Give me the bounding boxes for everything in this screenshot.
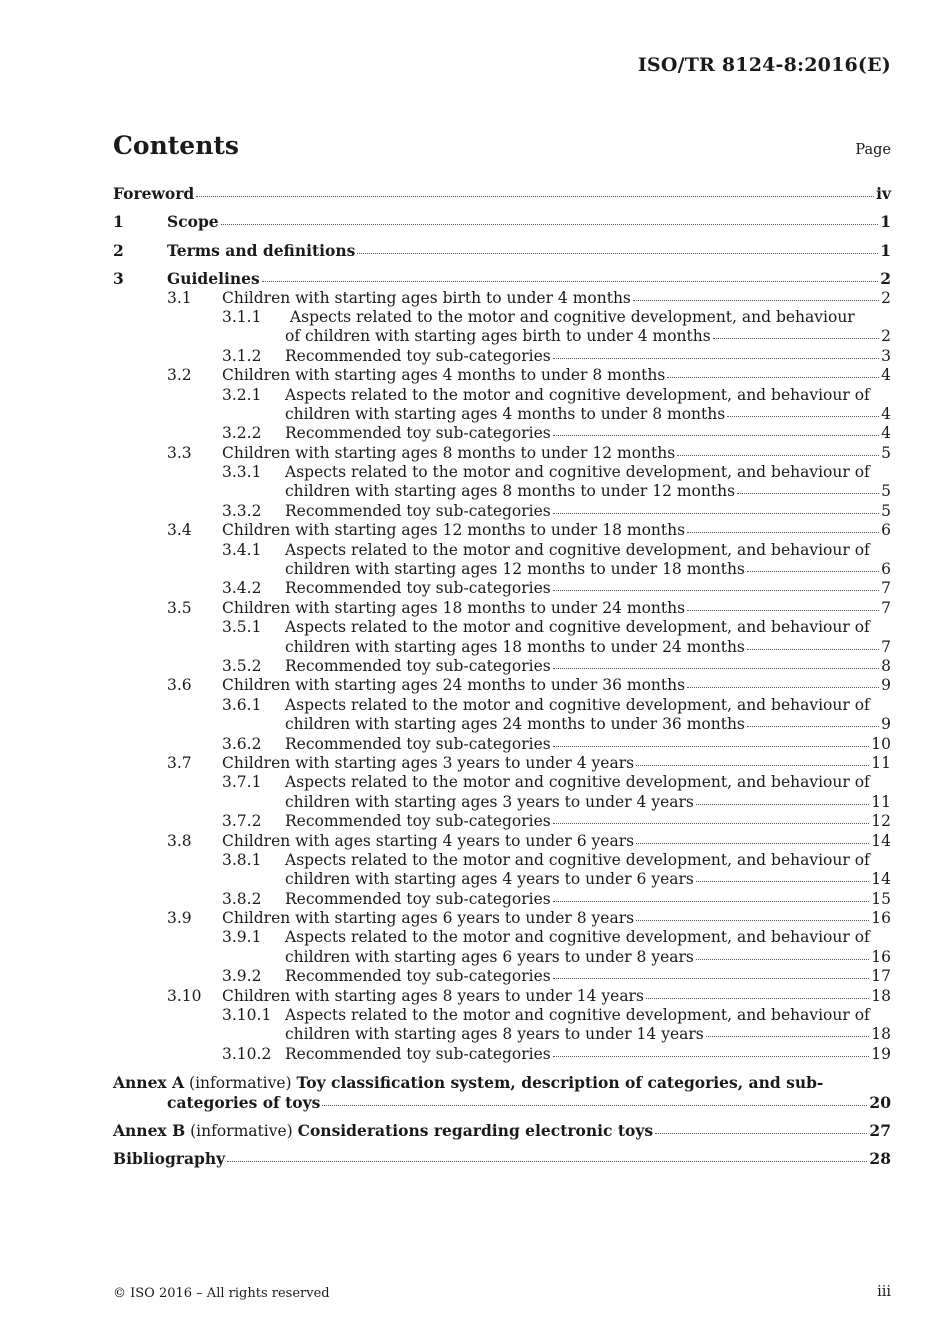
annex-title-line2: categories of toys [167,1092,321,1112]
document-id: ISO/TR 8124-8:2016(E) [637,54,891,76]
toc-title-line1: Aspects related to the motor and cognitive development, and behaviour of [285,695,870,714]
leader-dots [553,1055,870,1057]
toc-page: 14 [871,831,891,850]
toc-title: Children with starting ages 4 months to under 8 months [222,366,666,385]
toc-title-line2: children with starting ages 4 months to under 8 months [285,404,726,423]
toc-number: 3.2 [167,366,192,385]
leader-dots [636,764,869,766]
toc-title: Recommended toy sub-categories [285,346,551,365]
toc-entry-3-9[interactable] [113,909,891,928]
leader-dots [553,667,879,669]
toc-page: 3 [881,346,891,365]
toc-number: 3.4 [167,521,192,540]
toc-title-line2: children with starting ages 18 months to under 24 months [285,637,745,656]
toc-page: 7 [881,579,891,598]
toc-title: Children with starting ages 3 years to under 4 years [222,753,635,772]
toc-page: 20 [869,1092,891,1112]
toc-entry-3-5-2[interactable] [113,657,891,676]
leader-dots [747,648,879,650]
toc-page: 16 [871,909,891,928]
toc-page: 9 [881,715,891,734]
toc-entry-1[interactable] [113,212,891,231]
toc-title: Children with starting ages 24 months to under 36 months [222,676,686,695]
toc-entry-foreword[interactable] [113,184,891,203]
toc-entry-3-2-1[interactable] [113,386,891,425]
toc-title: Terms and definitions [167,240,356,260]
toc-title-line1: Aspects related to the motor and cognitive development, and behaviour [285,307,855,326]
toc-title-line2: children with starting ages 6 years to under 8 years [285,947,694,966]
toc-entry-3-10-2[interactable] [113,1045,891,1064]
toc-page: 4 [881,424,891,443]
leader-dots [727,415,879,417]
toc-number: 3.2.1 [222,385,262,404]
toc-page: 14 [871,870,891,889]
toc-entry-3-5[interactable] [113,599,891,618]
toc-page: 6 [881,560,891,579]
toc-number: 3.4.1 [222,540,262,559]
toc-entry-annex-b[interactable] [113,1121,891,1140]
toc-title-line2: children with starting ages 8 months to under 12 months [285,482,736,501]
toc-page: 5 [881,482,891,501]
toc-page: 2 [881,288,891,307]
toc-title: Foreword [113,184,195,203]
toc-page: 16 [871,947,891,966]
toc-title-line2: children with starting ages 12 months to under 18 months [285,560,745,579]
annex-title: Considerations regarding electronic toys [297,1120,654,1140]
toc-title: Recommended toy sub-categories [285,967,551,986]
toc-page: 12 [871,812,891,831]
annex-label: Annex A [113,1073,185,1093]
leader-dots [322,1104,867,1106]
toc-title-line2: children with starting ages 8 years to under 14 years [285,1025,704,1044]
toc-title: Recommended toy sub-categories [285,889,551,908]
toc-entry-3-6-2[interactable] [113,735,891,754]
toc-title: Recommended toy sub-categories [285,501,551,520]
toc-page: 2 [881,327,891,346]
page-title: Contents [113,131,240,160]
toc-entry-3-3-2[interactable] [113,502,891,521]
annex-label: Annex B [113,1120,186,1140]
leader-dots [696,803,869,805]
toc-title: Children with ages starting 4 years to under 6 years [222,831,635,850]
toc-page: 17 [871,967,891,986]
toc-number: 3.2.2 [222,424,262,443]
toc-entry-3-4-1[interactable] [113,541,891,580]
toc-title: Children with starting ages 8 years to under 14 years [222,986,644,1005]
toc-page: 1 [880,212,891,232]
toc-number: 3.10.2 [222,1044,272,1063]
leader-dots [687,531,879,533]
toc-title-line2: children with starting ages 24 months to under 36 months [285,715,745,734]
toc-entry-3-9-1[interactable] [113,928,891,967]
toc-page: 5 [881,443,891,462]
toc-number: 3.1.1 [222,307,262,326]
leader-dots [655,1132,867,1134]
toc-page: 7 [881,598,891,617]
toc-entry-bibliography[interactable] [113,1149,891,1168]
toc-title: Children with starting ages 18 months to under 24 months [222,598,686,617]
toc-entry-3-1[interactable] [113,289,891,308]
page-column-label: Page [855,142,891,158]
leader-dots [196,195,874,197]
toc-entry-3-4[interactable] [113,521,891,540]
toc-title-line1: Aspects related to the motor and cognitive development, and behaviour of [285,463,870,482]
toc-title-line1: Aspects related to the motor and cognitive development, and behaviour of [285,618,870,637]
toc-number: 3.10 [167,986,202,1005]
toc-title: Recommended toy sub-categories [285,734,551,753]
toc-number: 3.6 [167,676,192,695]
toc-entry-annex-a[interactable] [113,1073,891,1112]
toc-page: 8 [881,656,891,675]
toc-title-line1: Aspects related to the motor and cognitive development, and behaviour of [285,385,870,404]
leader-dots [636,842,869,844]
leader-dots [713,337,879,339]
toc-entry-3-7-1[interactable] [113,773,891,812]
toc-number: 3.4.2 [222,579,262,598]
toc-page: 19 [871,1044,891,1063]
toc-title: Recommended toy sub-categories [285,1044,551,1063]
leader-dots [553,357,879,359]
toc-number: 1 [113,212,124,232]
leader-dots [706,1035,870,1037]
toc-number: 3 [113,269,124,289]
toc-entry-3-1-2[interactable] [113,347,891,366]
toc-entry-3-10-1[interactable] [113,1006,891,1045]
toc-entry-3-3-1[interactable] [113,463,891,502]
toc-number: 3.3.1 [222,463,262,482]
toc-title: Recommended toy sub-categories [285,579,551,598]
annex-type: (informative) [189,1074,292,1093]
toc-page: iv [876,184,891,203]
toc-page: 27 [869,1120,891,1140]
toc-page: 4 [881,366,891,385]
annex-type: (informative) [190,1121,293,1140]
annex-title-line1: Toy classification system, description of categories, and sub- [296,1073,824,1093]
toc-number: 2 [113,240,124,260]
toc-title-line1: Aspects related to the motor and cognitive development, and behaviour of [285,540,870,559]
footer-page-number: iii [877,1284,891,1300]
leader-dots [677,454,879,456]
toc-entry-3-2-2[interactable] [113,424,891,443]
table-of-contents [113,184,891,1169]
toc-page: 5 [881,501,891,520]
toc-page: 4 [881,404,891,423]
toc-entry-3-6[interactable] [113,676,891,695]
toc-page: 11 [871,753,891,772]
leader-dots [553,589,879,591]
footer-copyright: © ISO 2016 – All rights reserved [113,1286,330,1301]
toc-title-line1: Aspects related to the motor and cognitive development, and behaviour of [285,928,870,947]
leader-dots [667,376,879,378]
toc-number: 3.8.2 [222,889,262,908]
leader-dots [646,997,869,999]
leader-dots [696,958,869,960]
leader-dots [262,280,878,282]
toc-entry-3-9-2[interactable] [113,967,891,986]
toc-title: Children with starting ages 8 months to under 12 months [222,443,676,462]
toc-page: 9 [881,676,891,695]
leader-dots [687,609,879,611]
toc-entry-3-6-1[interactable] [113,696,891,735]
toc-entry-3-8-1[interactable] [113,851,891,890]
toc-entry-3-10[interactable] [113,987,891,1006]
toc-title: Recommended toy sub-categories [285,812,551,831]
toc-page: 10 [871,734,891,753]
leader-dots [553,434,879,436]
leader-dots [747,725,879,727]
toc-number: 3.3 [167,443,192,462]
leader-dots [636,919,869,921]
leader-dots [227,1160,867,1162]
toc-entry-3-2[interactable] [113,366,891,385]
toc-number: 3.5.1 [222,618,262,637]
toc-title-line2: children with starting ages 3 years to under 4 years [285,792,694,811]
toc-title: Recommended toy sub-categories [285,656,551,675]
leader-dots [633,299,879,301]
leader-dots [696,880,869,882]
leader-dots [553,977,870,979]
leader-dots [553,512,879,514]
toc-number: 3.1.2 [222,346,262,365]
toc-page: 2 [880,269,891,289]
leader-dots [357,252,878,254]
toc-number: 3.9.1 [222,928,262,947]
toc-entry-3-8[interactable] [113,832,891,851]
toc-page: 1 [880,240,891,260]
toc-page: 7 [881,637,891,656]
toc-number: 3.9.2 [222,967,262,986]
toc-number: 3.8.1 [222,850,262,869]
leader-dots [221,223,879,225]
toc-title-line1: Aspects related to the motor and cognitive development, and behaviour of [285,773,870,792]
leader-dots [553,822,870,824]
toc-number: 3.8 [167,831,192,850]
leader-dots [737,492,879,494]
toc-page: 18 [871,986,891,1005]
toc-title-line2: of children with starting ages birth to under 4 months [285,327,711,346]
toc-title-line2: children with starting ages 4 years to under 6 years [285,870,694,889]
toc-number: 3.6.1 [222,695,262,714]
toc-number: 3.5.2 [222,656,262,675]
leader-dots [553,745,870,747]
toc-entry-3-3[interactable] [113,444,891,463]
toc-page: 6 [881,521,891,540]
toc-page: 28 [869,1149,891,1169]
toc-title-line1: Aspects related to the motor and cognitive development, and behaviour of [285,850,870,869]
leader-dots [553,900,870,902]
leader-dots [687,686,879,688]
toc-title: Recommended toy sub-categories [285,424,551,443]
toc-entry-2[interactable] [113,241,891,260]
toc-number: 3.9 [167,909,192,928]
toc-number: 3.6.2 [222,734,262,753]
toc-page: 11 [871,792,891,811]
toc-entry-3[interactable] [113,269,891,288]
toc-number: 3.10.1 [222,1006,272,1025]
toc-page: 15 [871,889,891,908]
toc-title: Children with starting ages 6 years to under 8 years [222,909,635,928]
toc-number: 3.7.1 [222,773,262,792]
toc-number: 3.7.2 [222,812,262,831]
toc-title: Children with starting ages birth to under 4 months [222,288,631,307]
toc-number: 3.1 [167,288,192,307]
toc-page: 18 [871,1025,891,1044]
toc-title: Scope [167,212,219,232]
toc-entry-3-1-1[interactable] [113,308,891,347]
toc-title-line1: Aspects related to the motor and cognitive development, and behaviour of [285,1006,870,1025]
toc-number: 3.3.2 [222,501,262,520]
toc-entry-3-7[interactable] [113,754,891,773]
toc-number: 3.5 [167,598,192,617]
leader-dots [747,570,879,572]
toc-entry-3-8-2[interactable] [113,890,891,909]
toc-title: Guidelines [167,269,260,289]
toc-entry-3-5-1[interactable] [113,618,891,657]
toc-entry-3-7-2[interactable] [113,812,891,831]
toc-number: 3.7 [167,753,192,772]
toc-title: Children with starting ages 12 months to under 18 months [222,521,686,540]
toc-title: Bibliography [113,1149,226,1169]
toc-entry-3-4-2[interactable] [113,579,891,598]
